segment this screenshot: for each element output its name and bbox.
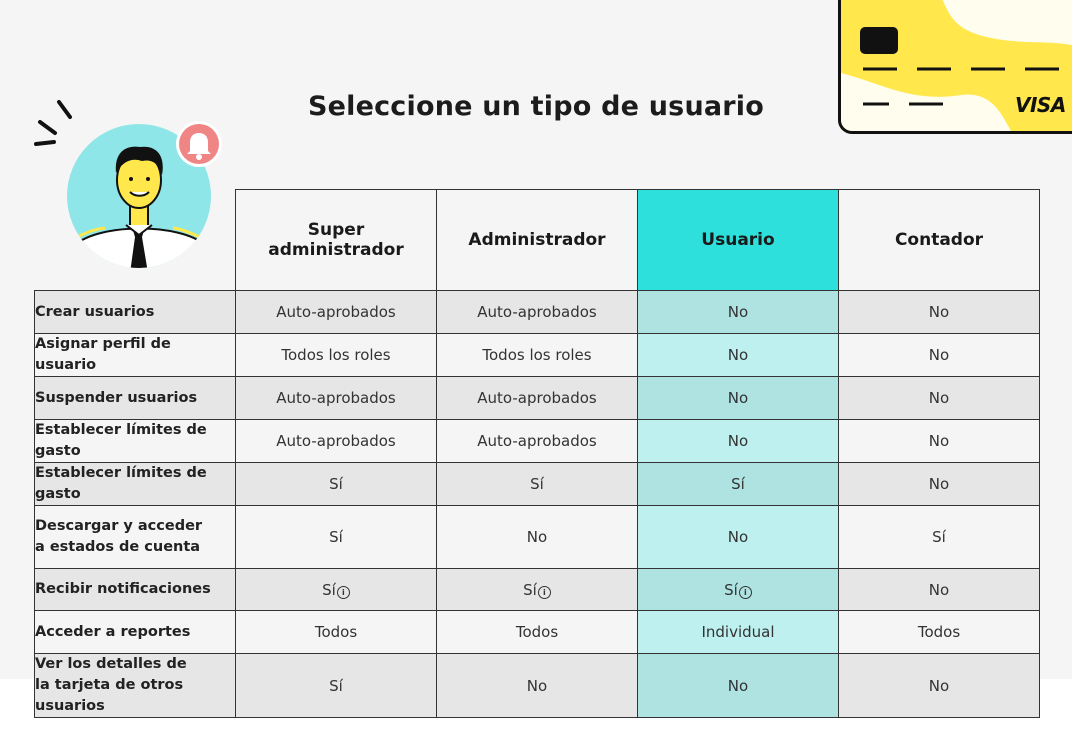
cell: Sí [236, 654, 437, 718]
cell: Auto-aprobados [236, 377, 437, 420]
cell: Todos [236, 611, 437, 654]
cell: Todos los roles [437, 334, 638, 377]
table-row [35, 420, 1040, 463]
cell: Auto-aprobados [236, 291, 437, 334]
cell: No [638, 654, 839, 718]
cell: Todos [839, 611, 1040, 654]
cell-value: Sí [523, 580, 537, 599]
cell: No [437, 654, 638, 718]
info-icon[interactable]: i [739, 586, 752, 599]
row-label [35, 506, 236, 569]
table-row [35, 291, 1040, 334]
col-super-administrador[interactable] [236, 190, 437, 291]
cell: No [638, 334, 839, 377]
cell: No [839, 654, 1040, 718]
row-label-text: Descargar y acceder a estados de cuenta [35, 518, 203, 555]
table-row [35, 334, 1040, 377]
table-row [35, 569, 1040, 611]
col-usuario[interactable]: Usuario [638, 190, 839, 291]
row-label: Crear usuarios [35, 291, 236, 334]
cell: Sí [638, 463, 839, 506]
cell: No [839, 420, 1040, 463]
cell: No [839, 463, 1040, 506]
cell: Sí [839, 506, 1040, 569]
cell [236, 569, 437, 611]
row-label [35, 654, 236, 718]
header-row [35, 190, 1040, 291]
cell: Auto-aprobados [236, 420, 437, 463]
cell: Auto-aprobados [437, 377, 638, 420]
cell: No [839, 334, 1040, 377]
cell: Sí [236, 463, 437, 506]
attention-lines-icon [36, 102, 70, 144]
cell: Sí [437, 463, 638, 506]
cell: No [839, 569, 1040, 611]
col-administrador[interactable]: Administrador [437, 190, 638, 291]
cell: No [638, 506, 839, 569]
cell: No [839, 377, 1040, 420]
row-label: Establecer límites de gasto [35, 420, 236, 463]
cell: Individual [638, 611, 839, 654]
info-icon[interactable]: i [337, 586, 350, 599]
table-corner [35, 190, 236, 291]
cell: No [638, 291, 839, 334]
cell: Sí [236, 506, 437, 569]
row-label: Acceder a reportes [35, 611, 236, 654]
cell: Auto-aprobados [437, 420, 638, 463]
cell [638, 569, 839, 611]
row-label: Establecer límites de gasto [35, 463, 236, 506]
cell: Todos los roles [236, 334, 437, 377]
row-label: Suspender usuarios [35, 377, 236, 420]
table-row [35, 611, 1040, 654]
col-label: Super administrador [268, 220, 404, 260]
table-row [35, 463, 1040, 506]
cell: Todos [437, 611, 638, 654]
row-label: Recibir notificaciones [35, 569, 236, 611]
card-brand-logo: VISA [1015, 93, 1066, 117]
cell: Auto-aprobados [437, 291, 638, 334]
cell-value: Sí [322, 580, 336, 599]
table-row [35, 506, 1040, 569]
user-type-comparison-table [34, 189, 1040, 718]
cell: No [638, 420, 839, 463]
card-chip-icon [860, 27, 898, 54]
notification-bell-icon [176, 121, 222, 167]
row-label-text: Ver los detalles de la tarjeta de otros usuarios [35, 656, 187, 714]
cell: No [437, 506, 638, 569]
table-row [35, 377, 1040, 420]
cell-value: Sí [724, 580, 738, 599]
table-row [35, 654, 1040, 718]
cell [437, 569, 638, 611]
page-title: Seleccione un tipo de usuario [307, 91, 765, 122]
row-label: Asignar perfil de usuario [35, 334, 236, 377]
info-icon[interactable]: i [538, 586, 551, 599]
cell: No [638, 377, 839, 420]
col-contador[interactable]: Contador [839, 190, 1040, 291]
cell: No [839, 291, 1040, 334]
